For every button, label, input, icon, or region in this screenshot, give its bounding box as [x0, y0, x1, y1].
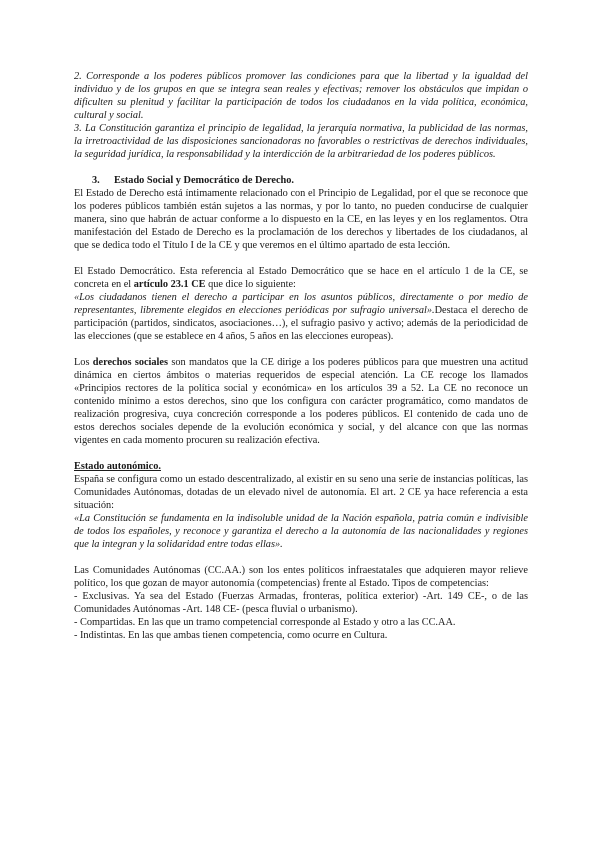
- estado-democratico-rest: Destaca el derecho de participación (partidos, sindicatos, asociaciones…), el sufragio pasivo y activo; además de la periodicidad de las elecciones (que se establece en 4 años, 5 años en las elecciones europeas).: [74, 305, 528, 342]
- competencia-item-compartidas: - Compartidas. En las que un tramo competencial corresponde al Estado y otro a las CC.AA.: [74, 617, 456, 628]
- estado-democratico-paragraph: [74, 265, 528, 343]
- competencia-item-exclusivas: - Exclusivas. Ya sea del Estado (Fuerzas Armadas, fronteras, política exterior) -Art. 149 CE-, o de las Comunidades Autónomas -Art. 148 CE- (pesca fluvial o urbanismo).: [74, 591, 528, 615]
- article-23-reference: artículo 23.1 CE: [133, 279, 206, 290]
- constitution-point-2: 2. Corresponde a los poderes públicos promover las condiciones para que la libertad y la igualdad del individuo y de los grupos en que se integra sean reales y efectivas; remover los obstáculos que impidan o dificulten su plenitud y facilitar la participación de todos los ciudadanos en la vida política, económica, cultural y social.: [74, 71, 528, 121]
- estado-democratico-intro: El Estado Democrático. Esta referencia al Estado Democrático que se hace en el artículo 1 de la CE, se concreta en el: [74, 266, 528, 290]
- section-title: Estado Social y Democrático de Derecho.: [114, 175, 294, 186]
- derechos-sociales-term: derechos sociales: [92, 357, 168, 368]
- article-23-quote: «Los ciudadanos tienen el derecho a participar en los asuntos públicos, directamente o por medio de representantes, libremente elegidos en elecciones periódicas por sufragio universal».: [74, 292, 528, 316]
- estado-derecho-paragraph: El Estado de Derecho está íntimamente relacionado con el Principio de Legalidad, por el que se reconoce que los poderes públicos también están sujetos a las normas, y por lo tanto, no pueden conducirse de cualquier manera, sino que habrán de actuar conforme a lo dispuesto en la CE, en las leyes y en los reglamentos. Otra manifestación del Estado de Derecho es la proclamación de los derechos y libertades de los ciudadanos, al que se dedica todo el Título I de la CE y que veremos en el último apartado de esta lección.: [74, 188, 528, 251]
- section-heading-3: [74, 174, 528, 187]
- constitution-point-3: 3. La Constitución garantiza el principio de legalidad, la jerarquía normativa, la publicidad de las normas, la irretroactividad de las disposiciones sancionadoras no favorables o restrictivas de derechos individuales, la seguridad jurídica, la responsabilidad y la interdicción de la arbitrariedad de los poderes públicos.: [74, 123, 528, 160]
- estado-autonomico-title: Estado autonómico.: [74, 461, 161, 472]
- derechos-sociales-paragraph: [74, 356, 528, 447]
- derechos-sociales-text: son mandatos que la CE dirige a los poderes públicos para que muestren una actitud dinámica en ciertos ámbitos o materias requeridos de especial atención. La CE recoge los llamados «Principios rectores de la política social y económica» en los artículos 39 a 52. La CE no reconoce un contenido mínimo a estos derechos, sino que los configura con carácter programático, como mandatos de realización progresiva, cuya concreción corresponde a los poderes públicos. El contenido de cada uno de estos derechos sociales depende de la evolución económica y social, y del alcance con que las normas vigentes en cada momento procuren su realización efectiva.: [74, 357, 528, 446]
- article-2-quote: «La Constitución se fundamenta en la indisoluble unidad de la Nación española, patria común e indivisible de todos los españoles, y reconoce y garantiza el derecho a la autonomía de las nacionalidades y regiones que la integran y la solidaridad entre todas ellas».: [74, 513, 528, 550]
- competencia-item-indistintas: - Indistintas. En las que ambas tienen competencia, como ocurre en Cultura.: [74, 630, 388, 641]
- estado-democratico-after-article: que dice lo siguiente:: [205, 279, 296, 290]
- document-body: [74, 70, 528, 642]
- derechos-sociales-before: Los: [74, 357, 93, 368]
- estado-autonomico-text: España se configura como un estado descentralizado, al existir en su seno una serie de instancias políticas, las Comunidades Autónomas, dotadas de un elevado nivel de autonomía. El art. 2 CE ya hace referencia a esta situación:: [74, 474, 528, 511]
- comunidades-intro: Las Comunidades Autónomas (CC.AA.) son los entes políticos infraestatales que adquieren mayor relieve político, los que gozan de mayor autonomía (competencias) frente al Estado. Tipos de competencias:: [74, 565, 528, 589]
- section-number: 3.: [92, 175, 100, 186]
